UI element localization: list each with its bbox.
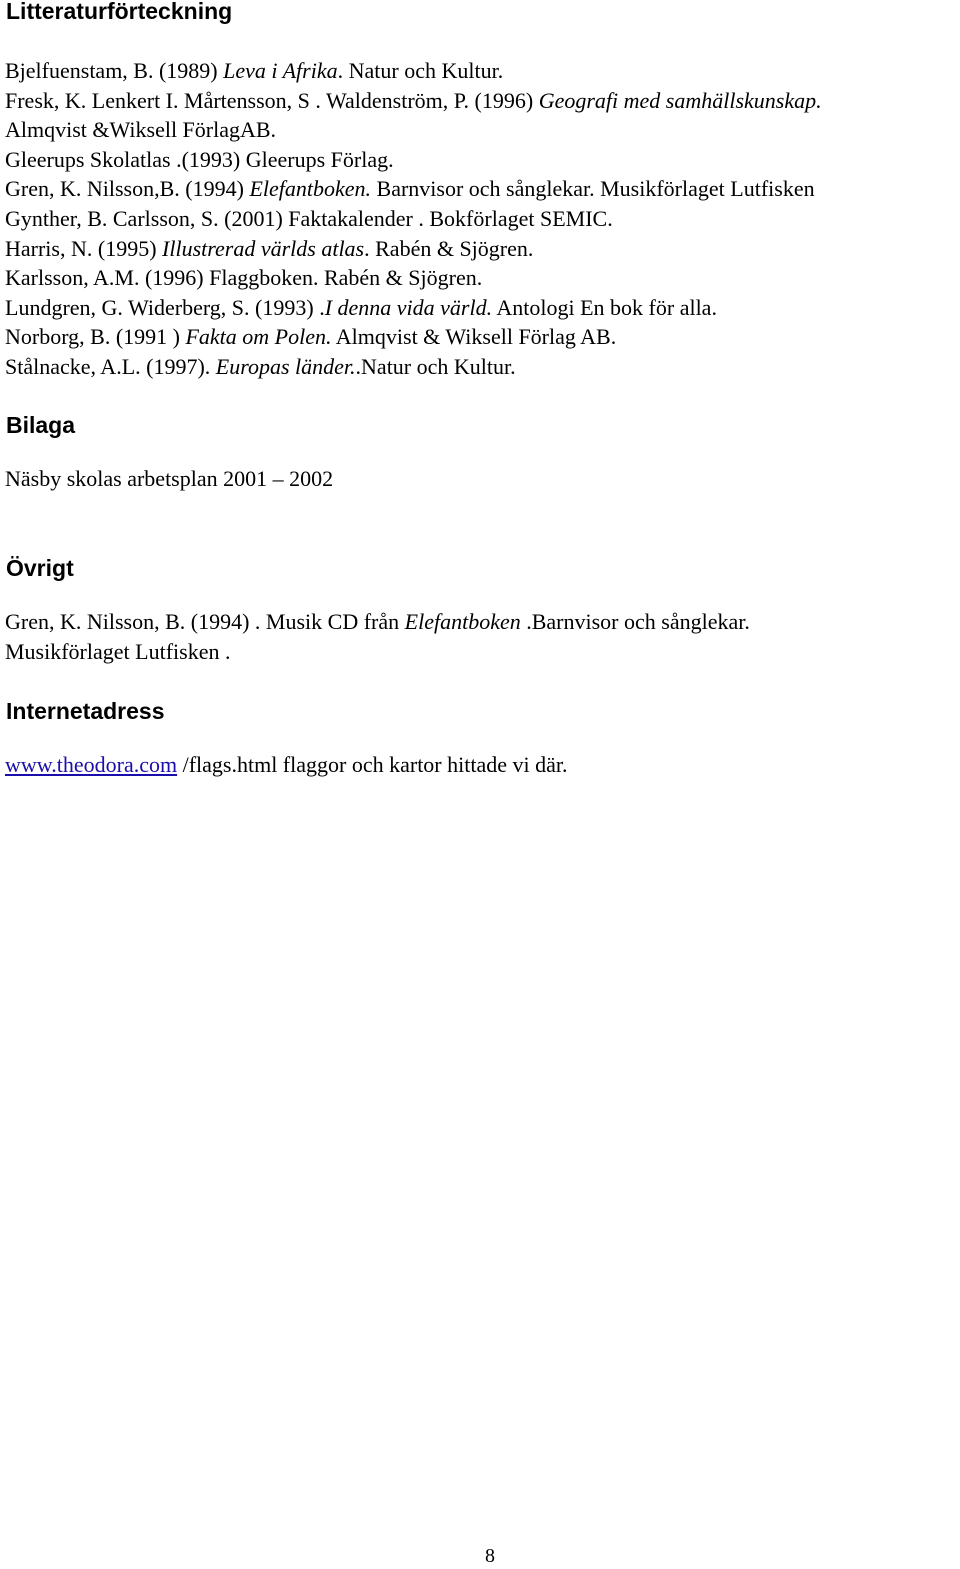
reference-text: . Natur och Kultur. bbox=[337, 58, 504, 83]
reference-text: Bjelfuenstam, B. (1989) bbox=[5, 58, 224, 83]
reference-text: .Natur och Kultur. bbox=[355, 353, 516, 379]
reference-line bbox=[5, 204, 822, 234]
reference-line bbox=[5, 115, 822, 145]
internet-text: /flags.html flaggor och kartor hittade vi där. bbox=[177, 752, 568, 777]
reference-line bbox=[5, 352, 822, 382]
reference-text: Antologi En bok för alla. bbox=[492, 294, 717, 320]
appendix-text: Näsby skolas arbetsplan 2001 – 2002 bbox=[5, 466, 334, 491]
reference-title: Elefantboken. bbox=[249, 176, 372, 202]
appendix-heading: Bilaga bbox=[6, 412, 76, 438]
reference-line bbox=[5, 322, 822, 352]
reference-line bbox=[5, 86, 822, 116]
reference-text: Barnvisor och sånglekar. Musikförlaget Lutfisken bbox=[371, 176, 815, 202]
reference-list bbox=[5, 56, 822, 382]
reference-text: Lundgren, G. Widerberg, S. (1993) . bbox=[5, 294, 325, 320]
other-text: .Barnvisor och sånglekar. bbox=[520, 609, 750, 634]
reference-line bbox=[5, 56, 822, 86]
reference-title: Europas länder. bbox=[215, 353, 356, 379]
reference-text: Gren, K. Nilsson,B. (1994) bbox=[5, 176, 250, 202]
reference-line bbox=[5, 174, 822, 204]
page-number: 8 bbox=[485, 1545, 495, 1567]
internet-address-line bbox=[5, 750, 568, 780]
reference-title: Leva i Afrika bbox=[223, 58, 338, 83]
reference-text: Karlsson, A.M. (1996) Flaggboken. Rabén & Sjögren. bbox=[5, 265, 483, 291]
reference-text: . Rabén & Sjögren. bbox=[364, 235, 534, 261]
reference-line bbox=[5, 234, 822, 264]
bibliography-heading: Litteraturförteckning bbox=[6, 0, 233, 24]
reference-title: Geografi med samhällskunskap. bbox=[538, 87, 822, 113]
reference-text: Norborg, B. (1991 ) bbox=[5, 324, 186, 350]
reference-line bbox=[5, 263, 822, 293]
reference-text: Gynther, B. Carlsson, S. (2001) Faktakalender . Bokförlaget SEMIC. bbox=[5, 205, 613, 231]
other-reference-line bbox=[5, 607, 750, 637]
other-title: Elefantboken bbox=[404, 609, 521, 634]
reference-text: Fresk, K. Lenkert I. Mårtensson, S . Waldenström, P. (1996) bbox=[5, 87, 539, 113]
website-link[interactable]: www.theodora.com bbox=[5, 752, 178, 777]
reference-text: Stålnacke, A.L. (1997). bbox=[5, 353, 216, 379]
other-text: Gren, K. Nilsson, B. (1994) . Musik CD från bbox=[5, 609, 405, 634]
other-reference-line: Musikförlaget Lutfisken . bbox=[5, 638, 231, 664]
reference-title: Fakta om Polen. bbox=[185, 324, 332, 350]
reference-text: Harris, N. (1995) bbox=[5, 235, 163, 261]
reference-text: Almqvist & Wiksell Förlag AB. bbox=[331, 324, 617, 350]
other-heading: Övrigt bbox=[6, 555, 74, 581]
internet-heading: Internetadress bbox=[6, 698, 165, 724]
reference-text: Gleerups Skolatlas .(1993) Gleerups Förlag. bbox=[5, 146, 394, 172]
other-reference bbox=[5, 607, 750, 666]
reference-title: I denna vida värld. bbox=[324, 294, 493, 320]
reference-line bbox=[5, 293, 822, 323]
reference-line bbox=[5, 145, 822, 175]
reference-title: Illustrerad världs atlas bbox=[162, 235, 365, 261]
reference-text: Almqvist &Wiksell FörlagAB. bbox=[5, 117, 277, 143]
